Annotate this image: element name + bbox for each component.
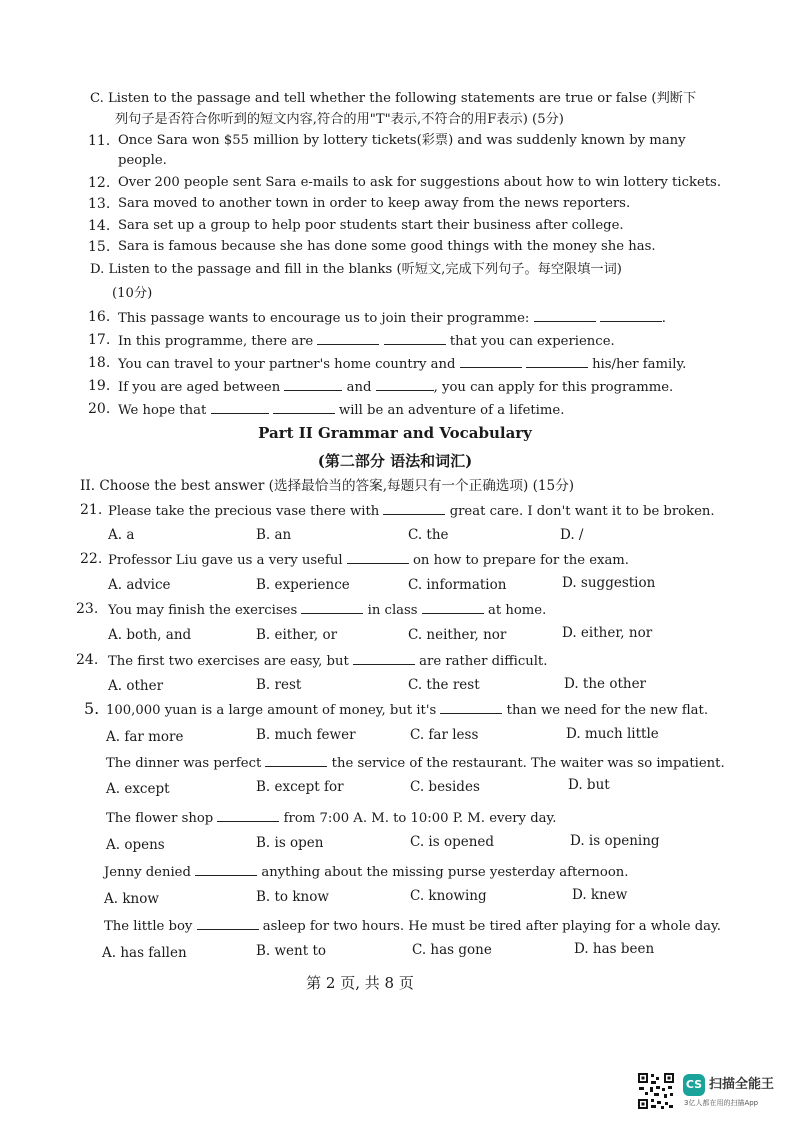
answer-blank[interactable] bbox=[422, 599, 484, 614]
option-d[interactable]: D. either, nor bbox=[562, 625, 653, 641]
option-c[interactable]: C. besides bbox=[410, 779, 480, 795]
option-b[interactable]: B. an bbox=[256, 527, 292, 543]
question-24 bbox=[108, 650, 547, 672]
fill-16-text: This passage wants to encourage us to join their programme: bbox=[118, 311, 530, 326]
answer-blank[interactable] bbox=[526, 353, 588, 368]
question-number: 21. bbox=[80, 502, 103, 518]
section-c-title-cont: 列句子是否符合你听到的短文内容,符合的用"T"表示,不符合的用F表示) (5分) bbox=[115, 112, 564, 127]
question-number: 17. bbox=[88, 332, 111, 348]
question-text: Please take the precious vase there with bbox=[108, 504, 380, 519]
option-a[interactable]: A. advice bbox=[108, 577, 171, 593]
option-c[interactable]: C. neither, nor bbox=[408, 627, 507, 643]
question-number: 14. bbox=[88, 218, 111, 234]
option-d[interactable]: D. knew bbox=[572, 887, 628, 903]
part-title: Part II Grammar and Vocabulary bbox=[258, 424, 532, 442]
option-d[interactable]: D. much little bbox=[566, 726, 659, 742]
fill-18-text: You can travel to your partner's home country and bbox=[118, 357, 456, 372]
option-b[interactable]: B. to know bbox=[256, 889, 329, 905]
question-27 bbox=[106, 807, 556, 829]
option-b[interactable]: B. except for bbox=[256, 779, 344, 795]
option-d[interactable]: D. has been bbox=[574, 941, 655, 957]
statement-12: Over 200 people sent Sara e-mails to ask for suggestions about how to win lottery tickets. bbox=[118, 175, 722, 190]
question-text: The dinner was perfect bbox=[106, 756, 262, 771]
fill-19-text: If you are aged between bbox=[118, 380, 281, 395]
question-text-end: anything about the missing purse yesterday afternoon. bbox=[261, 865, 629, 880]
fill-19-end: , you can apply for this programme. bbox=[433, 380, 674, 395]
question-text: Jenny denied bbox=[104, 865, 191, 880]
option-a[interactable]: A. a bbox=[108, 527, 135, 543]
question-number: 23. bbox=[76, 601, 99, 617]
question-number: 11. bbox=[88, 133, 111, 149]
question-28 bbox=[104, 861, 629, 883]
question-text: You may finish the exercises bbox=[108, 603, 298, 618]
option-c[interactable]: C. information bbox=[408, 577, 507, 593]
answer-blank[interactable] bbox=[353, 650, 415, 665]
option-a[interactable]: A. other bbox=[108, 678, 164, 694]
answer-blank[interactable] bbox=[460, 353, 522, 368]
fill-20-end: will be an adventure of a lifetime. bbox=[338, 403, 565, 418]
answer-blank[interactable] bbox=[195, 861, 257, 876]
option-b[interactable]: B. experience bbox=[256, 577, 350, 593]
question-number: 12. bbox=[88, 175, 111, 191]
fill-20-text: We hope that bbox=[118, 403, 207, 418]
question-23 bbox=[108, 599, 546, 621]
fill-17-end: that you can experience. bbox=[449, 334, 615, 349]
fill-17-text: In this programme, there are bbox=[118, 334, 314, 349]
question-text: The little boy bbox=[104, 919, 193, 934]
option-b[interactable]: B. much fewer bbox=[256, 727, 356, 743]
option-c[interactable]: C. has gone bbox=[412, 942, 492, 958]
answer-blank[interactable] bbox=[211, 399, 269, 414]
option-a[interactable]: A. know bbox=[104, 891, 159, 907]
answer-blank[interactable] bbox=[301, 599, 363, 614]
option-c[interactable]: C. far less bbox=[410, 727, 479, 743]
question-text: The first two exercises are easy, but bbox=[108, 654, 349, 669]
section-d-title: D. Listen to the passage and fill in the blanks (听短文,完成下列句子。每空限填一词) bbox=[90, 262, 622, 277]
answer-blank[interactable] bbox=[376, 376, 434, 391]
option-b[interactable]: B. rest bbox=[256, 677, 302, 693]
question-number: 18. bbox=[88, 355, 111, 371]
section-instruction: II. Choose the best answer (选择最恰当的答案,每题只有一个正确选项) (15分) bbox=[80, 478, 575, 494]
answer-blank[interactable] bbox=[273, 399, 335, 414]
scanner-tagline: 3亿人都在用的扫描App bbox=[684, 1099, 759, 1107]
answer-blank[interactable] bbox=[534, 307, 596, 322]
camscanner-logo-icon: CS bbox=[683, 1074, 705, 1096]
option-d[interactable]: D. the other bbox=[564, 676, 647, 692]
answer-blank[interactable] bbox=[197, 915, 259, 930]
fill-19-and: and bbox=[346, 380, 372, 395]
question-number: 5. bbox=[84, 699, 100, 718]
question-25 bbox=[106, 699, 708, 721]
question-text-end: great care. I don't want it to be broken. bbox=[449, 504, 715, 519]
fill-18-end: his/her family. bbox=[592, 357, 687, 372]
fill-18 bbox=[118, 353, 686, 375]
fill-19 bbox=[118, 376, 673, 398]
option-c[interactable]: C. knowing bbox=[410, 888, 487, 904]
fill-17 bbox=[118, 330, 615, 352]
option-b[interactable]: B. is open bbox=[256, 835, 324, 851]
question-text-end: at home. bbox=[487, 603, 547, 618]
answer-blank[interactable] bbox=[383, 500, 445, 515]
qr-code-icon bbox=[637, 1072, 675, 1110]
page-number: 第 2 页, 共 8 页 bbox=[306, 974, 414, 992]
answer-blank[interactable] bbox=[384, 330, 446, 345]
option-a[interactable]: A. opens bbox=[106, 837, 165, 853]
option-d[interactable]: D. suggestion bbox=[562, 575, 656, 591]
question-22 bbox=[108, 549, 629, 571]
question-text-mid: in class bbox=[367, 603, 418, 618]
part-subtitle: (第二部分 语法和词汇) bbox=[317, 452, 473, 470]
fill-20 bbox=[118, 399, 564, 421]
fill-16-end: . bbox=[661, 311, 666, 326]
statement-15: Sara is famous because she has done some good things with the money she has. bbox=[118, 239, 656, 254]
question-text: 100,000 yuan is a large amount of money, but it's bbox=[106, 703, 437, 718]
question-number: 20. bbox=[88, 401, 111, 417]
answer-blank[interactable] bbox=[347, 549, 409, 564]
answer-blank[interactable] bbox=[217, 807, 279, 822]
answer-blank[interactable] bbox=[284, 376, 342, 391]
section-c-title: C. Listen to the passage and tell whether the following statements are true or false (判断下 bbox=[90, 91, 697, 106]
question-number: 19. bbox=[88, 378, 111, 394]
option-d[interactable]: D. but bbox=[568, 777, 610, 793]
answer-blank[interactable] bbox=[440, 699, 502, 714]
section-d-title-cont: (10分) bbox=[112, 286, 153, 301]
option-b[interactable]: B. either, or bbox=[256, 627, 338, 643]
question-text-end: on how to prepare for the exam. bbox=[412, 553, 629, 568]
question-26 bbox=[106, 752, 725, 774]
question-29 bbox=[104, 915, 721, 937]
option-b[interactable]: B. went to bbox=[256, 943, 327, 959]
option-c[interactable]: C. the bbox=[408, 527, 449, 543]
statement-11: Once Sara won $55 million by lottery tickets(彩票) and was suddenly known by many bbox=[118, 133, 686, 148]
question-text-end: asleep for two hours. He must be tired after playing for a whole day. bbox=[262, 919, 721, 934]
question-text-end: are rather difficult. bbox=[419, 654, 548, 669]
option-a[interactable]: A. far more bbox=[106, 729, 184, 745]
option-a[interactable]: A. except bbox=[106, 781, 170, 797]
option-a[interactable]: A. has fallen bbox=[102, 945, 187, 961]
statement-11-cont: people. bbox=[118, 153, 167, 168]
question-number: 24. bbox=[76, 652, 99, 668]
statement-14: Sara set up a group to help poor students start their business after college. bbox=[118, 218, 624, 233]
question-text-end: from 7:00 A. M. to 10:00 P. M. every day. bbox=[283, 811, 557, 826]
question-number: 15. bbox=[88, 239, 111, 255]
question-text-end: than we need for the new flat. bbox=[506, 703, 709, 718]
question-text: Professor Liu gave us a very useful bbox=[108, 553, 343, 568]
question-number: 13. bbox=[88, 196, 111, 212]
answer-blank[interactable] bbox=[600, 307, 662, 322]
fill-16 bbox=[118, 307, 666, 329]
question-number: 22. bbox=[80, 551, 103, 567]
question-text: The flower shop bbox=[106, 811, 214, 826]
question-21 bbox=[108, 500, 715, 522]
question-text-end: the service of the restaurant. The waiter was so impatient. bbox=[331, 756, 725, 771]
option-d[interactable]: D. is opening bbox=[570, 833, 660, 849]
option-c[interactable]: C. the rest bbox=[408, 677, 480, 693]
option-d[interactable]: D. / bbox=[560, 527, 584, 543]
answer-blank[interactable] bbox=[317, 330, 379, 345]
scanner-app-name: 扫描全能王 bbox=[709, 1077, 775, 1092]
statement-13: Sara moved to another town in order to keep away from the news reporters. bbox=[118, 196, 631, 211]
option-a[interactable]: A. both, and bbox=[108, 627, 192, 643]
option-c[interactable]: C. is opened bbox=[410, 834, 495, 850]
question-number: 16. bbox=[88, 309, 111, 325]
answer-blank[interactable] bbox=[265, 752, 327, 767]
